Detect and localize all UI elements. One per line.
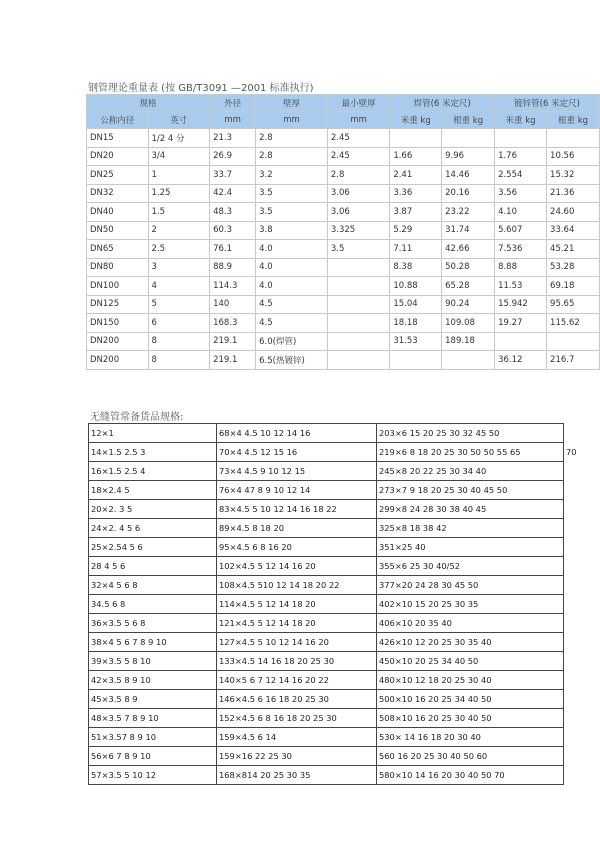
table-cell: 69.18 <box>547 277 600 296</box>
table-row <box>87 258 600 277</box>
table-cell: 203×6 15 20 25 30 32 45 50 <box>377 424 564 443</box>
header-min-wall: 最小壁厚 <box>327 95 389 112</box>
table-cell: 6 <box>148 314 210 333</box>
table-cell: 33.64 <box>547 221 600 240</box>
table-cell: 1.76 <box>495 147 547 166</box>
table-cell: 1/2 4 分 <box>148 129 210 148</box>
table-cell: 15.04 <box>390 295 442 314</box>
table-cell <box>564 728 594 747</box>
table-cell: 3.5 <box>327 240 389 259</box>
table-cell: 42×3.5 8 9 10 <box>89 671 217 690</box>
table-cell: 2.8 <box>256 147 328 166</box>
table-cell <box>564 557 594 576</box>
table-cell: 10.88 <box>390 277 442 296</box>
table-cell: 76.1 <box>210 240 256 259</box>
table-cell: 500×10 16 20 25 34 40 50 <box>377 690 564 709</box>
table-cell: 146×4.5 6 16 18 20 25 30 <box>217 690 377 709</box>
table-cell: 114.3 <box>210 277 256 296</box>
table-cell: 245×8 20 22 25 30 34 40 <box>377 462 564 481</box>
table-cell: 480×10 12 18 20 25 30 40 <box>377 671 564 690</box>
table-cell: 76×4 47 8 9 10 12 14 <box>217 481 377 500</box>
table-cell: 1 <box>148 166 210 185</box>
table-row <box>87 221 600 240</box>
table-cell: 65.28 <box>442 277 495 296</box>
header-row-1 <box>87 95 600 112</box>
table-cell: 2.554 <box>495 166 547 185</box>
table-cell: 45×3.5 8 9 <box>89 690 217 709</box>
table-cell: 18.18 <box>390 314 442 333</box>
table-cell: 4.0 <box>256 258 328 277</box>
table-row <box>89 747 594 766</box>
table-cell <box>564 576 594 595</box>
table-cell: 2.8 <box>327 166 389 185</box>
table-cell <box>547 332 600 351</box>
table-cell: 8 <box>148 332 210 351</box>
table-cell: 48.3 <box>210 203 256 222</box>
table-cell <box>564 747 594 766</box>
table-cell <box>564 500 594 519</box>
table-cell: 70×4 4.5 12 15 16 <box>217 443 377 462</box>
table-row <box>89 519 594 538</box>
table-cell: 45.21 <box>547 240 600 259</box>
table-cell: 26.9 <box>210 147 256 166</box>
table-cell: 53.28 <box>547 258 600 277</box>
table-cell: 24×2. 4 5 6 <box>89 519 217 538</box>
table-cell: 33.7 <box>210 166 256 185</box>
table-cell: DN32 <box>87 184 149 203</box>
table-cell: 2.45 <box>327 129 389 148</box>
seamless-pipe-spec-table <box>88 423 594 785</box>
table-cell: 159×4.5 6 14 <box>217 728 377 747</box>
table-cell: 2.45 <box>327 147 389 166</box>
table-cell: 28 4 5 6 <box>89 557 217 576</box>
table-cell <box>327 277 389 296</box>
table-cell: 3.5 <box>256 203 328 222</box>
table-cell: 159×16 22 25 30 <box>217 747 377 766</box>
table-cell: 4.5 <box>256 295 328 314</box>
table-cell: 15.32 <box>547 166 600 185</box>
table-cell: 4.0 <box>256 240 328 259</box>
table-cell <box>390 129 442 148</box>
header-unit: mm <box>256 112 328 129</box>
table-cell: 20.16 <box>442 184 495 203</box>
table-row <box>89 614 594 633</box>
table-cell: DN125 <box>87 295 149 314</box>
table-cell <box>564 462 594 481</box>
table-cell <box>564 766 594 785</box>
table-cell: 3.2 <box>256 166 328 185</box>
table-cell: 11.53 <box>495 277 547 296</box>
table-cell: 18×2.4 5 <box>89 481 217 500</box>
table-cell: 10.56 <box>547 147 600 166</box>
table-cell <box>564 671 594 690</box>
table-cell <box>327 314 389 333</box>
table-row <box>89 671 594 690</box>
table-cell: 19.27 <box>495 314 547 333</box>
table-row <box>89 557 594 576</box>
table-cell: 5.607 <box>495 221 547 240</box>
table-cell: 3 <box>148 258 210 277</box>
table-row <box>87 314 600 333</box>
table-cell: 2.41 <box>390 166 442 185</box>
table-cell: DN50 <box>87 221 149 240</box>
table-cell: 216.7 <box>547 351 600 370</box>
table-cell: 16×1.5 2.5 4 <box>89 462 217 481</box>
table-cell: 4 <box>148 277 210 296</box>
table-cell <box>327 258 389 277</box>
table-cell: 3/4 <box>148 147 210 166</box>
table-cell: 83×4.5 5 10 12 14 16 18 22 <box>217 500 377 519</box>
table-cell: 56×6 7 8 9 10 <box>89 747 217 766</box>
table-cell: 4.0 <box>256 277 328 296</box>
table-cell: 3.06 <box>327 184 389 203</box>
table-cell: 219.1 <box>210 332 256 351</box>
table-cell: 50.28 <box>442 258 495 277</box>
table-cell: 51×3.57 8 9 10 <box>89 728 217 747</box>
table-cell: 168×814 20 25 30 35 <box>217 766 377 785</box>
table-row <box>87 203 600 222</box>
header-unit: mm <box>327 112 389 129</box>
table-cell: 4.5 <box>256 314 328 333</box>
table-cell: 95.65 <box>547 295 600 314</box>
header-inch: 英寸 <box>148 112 210 129</box>
table-row <box>87 277 600 296</box>
table-cell: 299×8 24 28 30 38 40 45 <box>377 500 564 519</box>
table-cell: 168.3 <box>210 314 256 333</box>
table-cell: 12×1 <box>89 424 217 443</box>
table-cell: 57×3.5 5 10 12 <box>89 766 217 785</box>
table-cell <box>564 538 594 557</box>
table-cell: 90.24 <box>442 295 495 314</box>
table-cell: 1.66 <box>390 147 442 166</box>
table-cell: DN25 <box>87 166 149 185</box>
table-cell <box>547 129 600 148</box>
table-cell: 38×4 5 6 7 8 9 10 <box>89 633 217 652</box>
table-cell: 8 <box>148 351 210 370</box>
table-cell: 7.536 <box>495 240 547 259</box>
table-cell: 1.25 <box>148 184 210 203</box>
table-cell: 3.5 <box>256 184 328 203</box>
table-cell: 133×4.5 14 16 18 20 25 30 <box>217 652 377 671</box>
table2-title: 无缝管常备货品规格: <box>90 412 184 423</box>
table-cell: DN200 <box>87 351 149 370</box>
table-cell: 68×4 4.5 10 12 14 16 <box>217 424 377 443</box>
table-cell <box>327 332 389 351</box>
table-cell: 189.18 <box>442 332 495 351</box>
table-cell: 1.5 <box>148 203 210 222</box>
table-cell: 42.66 <box>442 240 495 259</box>
table-cell <box>564 424 594 443</box>
table-row <box>89 443 594 462</box>
table-cell: 402×10 15 20 25 30 35 <box>377 595 564 614</box>
steel-pipe-weight-table <box>86 94 600 370</box>
table-cell: 219.1 <box>210 351 256 370</box>
table-cell: 31.53 <box>390 332 442 351</box>
table-cell <box>564 709 594 728</box>
table-row <box>89 709 594 728</box>
table-cell: 42.4 <box>210 184 256 203</box>
table-cell <box>442 351 495 370</box>
table-cell: 24.60 <box>547 203 600 222</box>
table-cell: 89×4.5 8 18 20 <box>217 519 377 538</box>
table-cell: 2 <box>148 221 210 240</box>
table-cell: 3.56 <box>495 184 547 203</box>
header-piece-weight: 根重 kg <box>442 112 495 129</box>
table-row <box>89 652 594 671</box>
table-cell <box>442 129 495 148</box>
table-cell: 127×4.5 5 10 12 14 16 20 <box>217 633 377 652</box>
table-cell: 560 16 20 25 30 40 50 60 <box>377 747 564 766</box>
table-cell <box>327 351 389 370</box>
table-cell: 140×5 6 7 12 14 16 20 22 <box>217 671 377 690</box>
table-cell: 6.5(热镀锌) <box>256 351 328 370</box>
table-cell: 121×4.5 5 12 14 18 20 <box>217 614 377 633</box>
table-cell: 3.8 <box>256 221 328 240</box>
table-cell <box>564 481 594 500</box>
table-cell: 108×4.5 510 12 14 18 20 22 <box>217 576 377 595</box>
table-cell: DN200 <box>87 332 149 351</box>
table-cell: 31.74 <box>442 221 495 240</box>
table-row <box>89 424 594 443</box>
table-cell: 273×7 9 18 20 25 30 40 45 50 <box>377 481 564 500</box>
table-cell: 25×2.54 5 6 <box>89 538 217 557</box>
table-cell: 351×25 40 <box>377 538 564 557</box>
table-cell: 5.29 <box>390 221 442 240</box>
table-cell: 102×4.5 5 12 14 16 20 <box>217 557 377 576</box>
table-cell <box>564 595 594 614</box>
table-cell <box>495 129 547 148</box>
table-cell: 8.38 <box>390 258 442 277</box>
table-cell: 114×4.5 5 12 14 18 20 <box>217 595 377 614</box>
table-cell: 36×3.5 5 6 8 <box>89 614 217 633</box>
table-cell: DN20 <box>87 147 149 166</box>
table-cell: 73×4 4.5 9 10 12 15 <box>217 462 377 481</box>
header-meter-weight: 米重 kg <box>495 112 547 129</box>
table-cell: 152×4.5 6 8 16 18 20 25 30 <box>217 709 377 728</box>
header-spec: 规格 <box>87 95 210 112</box>
table-cell: 23.22 <box>442 203 495 222</box>
table-cell: 6.0(焊管) <box>256 332 328 351</box>
table-cell: 508×10 16 20 25 30 40 50 <box>377 709 564 728</box>
table-cell: 20×2. 3 5 <box>89 500 217 519</box>
header-outer-diameter: 外径 <box>210 95 256 112</box>
table-row <box>89 766 594 785</box>
table-cell: 4.10 <box>495 203 547 222</box>
table-cell: DN150 <box>87 314 149 333</box>
table-cell: 9.96 <box>442 147 495 166</box>
table-row <box>87 184 600 203</box>
table-cell: 32×4 5 6 8 <box>89 576 217 595</box>
table-cell: 140 <box>210 295 256 314</box>
header-piece-weight: 根重 kg <box>547 112 600 129</box>
table-row <box>89 576 594 595</box>
table-cell: 70 <box>566 447 577 457</box>
table-row <box>89 481 594 500</box>
table-cell <box>564 652 594 671</box>
table-cell: 15.942 <box>495 295 547 314</box>
table-cell: 2.8 <box>256 129 328 148</box>
table-cell: 8.88 <box>495 258 547 277</box>
header-meter-weight: 米重 kg <box>390 112 442 129</box>
table-cell: DN65 <box>87 240 149 259</box>
table-cell: 109.08 <box>442 314 495 333</box>
table-cell <box>564 633 594 652</box>
table-cell: 580×10 14 16 20 30 40 50 70 <box>377 766 564 785</box>
table-cell: 36.12 <box>495 351 547 370</box>
table-cell: 115.62 <box>547 314 600 333</box>
table-cell: 406×10 20 35 40 <box>377 614 564 633</box>
header-row-2 <box>87 112 600 129</box>
table-cell: 325×8 18 38 42 <box>377 519 564 538</box>
table-row <box>89 538 594 557</box>
table-cell: 5 <box>148 295 210 314</box>
header-galvanized: 镀锌管(6 米定尺) <box>495 95 600 112</box>
table-row <box>89 595 594 614</box>
table-cell <box>327 295 389 314</box>
table-cell: DN15 <box>87 129 149 148</box>
table-cell: 48×3.5 7 8 9 10 <box>89 709 217 728</box>
table1-title: 钢管理论重量表 (按 GB/T3091 —2001 标准执行) <box>88 83 314 94</box>
table-cell: 88.9 <box>210 258 256 277</box>
table-cell: 377×20 24 28 30 45 50 <box>377 576 564 595</box>
table-cell: 7.11 <box>390 240 442 259</box>
table-row <box>87 166 600 185</box>
table-cell <box>564 690 594 709</box>
table-cell: 60.3 <box>210 221 256 240</box>
table-row <box>87 147 600 166</box>
table-cell: 21.3 <box>210 129 256 148</box>
table-row <box>87 240 600 259</box>
table-cell: 3.325 <box>327 221 389 240</box>
table-cell: DN40 <box>87 203 149 222</box>
table-cell: 530× 14 16 18 20 30 40 <box>377 728 564 747</box>
header-wall-thickness: 壁厚 <box>256 95 328 112</box>
header-unit: mm <box>210 112 256 129</box>
header-welded: 焊管(6 米定尺) <box>390 95 495 112</box>
table-cell: 450×10 20 25 34 40 50 <box>377 652 564 671</box>
table-cell: DN100 <box>87 277 149 296</box>
table-row <box>87 332 600 351</box>
table-cell: 14.46 <box>442 166 495 185</box>
table-cell: 2.5 <box>148 240 210 259</box>
table-cell: 3.06 <box>327 203 389 222</box>
table-cell: 426×10 12 20 25 30 35 40 <box>377 633 564 652</box>
table-row <box>87 295 600 314</box>
table-cell <box>495 332 547 351</box>
table-row <box>89 690 594 709</box>
table-cell: 355×6 25 30 40/52 <box>377 557 564 576</box>
table-cell: 14×1.5 2.5 3 <box>89 443 217 462</box>
table-row <box>87 129 600 148</box>
table-cell: 95×4.5 6 8 16 20 <box>217 538 377 557</box>
table-cell: 3.87 <box>390 203 442 222</box>
table-cell: 34.5 6 8 <box>89 595 217 614</box>
table-row <box>89 500 594 519</box>
table-row <box>87 351 600 370</box>
table-cell <box>564 614 594 633</box>
table-row <box>89 462 594 481</box>
table-cell <box>564 519 594 538</box>
table-cell: 39×3.5 5 8 10 <box>89 652 217 671</box>
table-cell: 21.36 <box>547 184 600 203</box>
table-cell: 219×6 8 18 20 25 30 50 50 55 65 <box>377 443 564 462</box>
table-cell: DN80 <box>87 258 149 277</box>
table-row <box>89 728 594 747</box>
table-cell: 3.36 <box>390 184 442 203</box>
table-cell <box>390 351 442 370</box>
table-row <box>89 633 594 652</box>
header-nominal-diameter: 公称内径 <box>87 112 149 129</box>
